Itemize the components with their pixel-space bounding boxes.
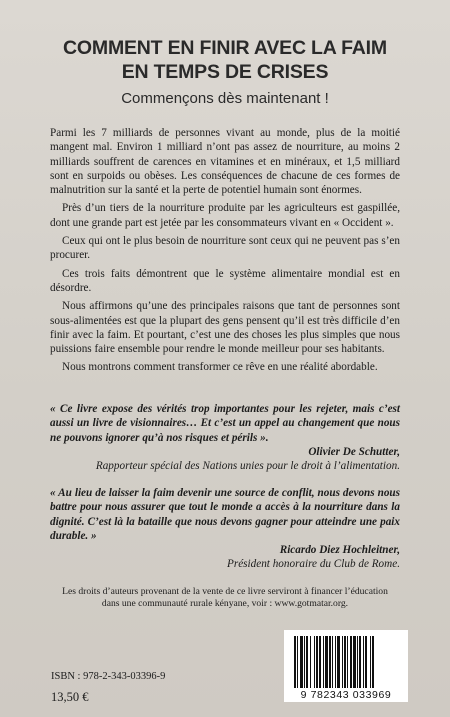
price: 13,50 € [51, 690, 89, 704]
paragraph: Ceux qui ont le plus besoin de nourriture sont ceux qui ne peuvent pas s’en procurer. [50, 235, 400, 262]
paragraph: Ces trois faits démontrent que le système alimentaire mondial est en désordre. [50, 267, 400, 294]
isbn: ISBN : 978-2-343-03396-9 [51, 671, 166, 682]
paragraph: Près d’un tiers de la nourriture produite par les agriculteurs est gaspillée, dont une grande part est jetée par les consommateurs vivant en « Occident ». [50, 202, 400, 229]
quote-author: Olivier De Schutter, [308, 445, 400, 458]
quote-text: « Au lieu de laisser la faim devenir une source de conflit, nous devons nous battre pour nous assurer que tout le monde a accès à la nourriture dans la dignité. C’est là la bataille que nous devons gagner pour atteindre une paix durable. » [50, 487, 400, 542]
title-line-1: COMMENT EN FINIR AVEC LA FAIM [63, 37, 387, 59]
paragraph: Nous montrons comment transformer ce rêve en une réalité abordable. [62, 361, 378, 374]
quote-author: Ricardo Diez Hochleitner, [279, 544, 400, 557]
subtitle: Commençons dès maintenant ! [121, 90, 329, 107]
quote-text: « Ce livre expose des vérités trop importantes pour les rejeter, mais c’est aussi un livre de visionnaires… Et c’est un appel au changement que nous ne pouvons ignorer qu’à nos risques et périls ». [50, 403, 400, 444]
quote-author-role: Rapporteur spécial des Nations unies pour le droit à l’alimentation. [95, 460, 400, 473]
quote-hochleitner [50, 486, 400, 572]
blurb [50, 126, 400, 379]
book-title [0, 36, 450, 84]
barcode [284, 630, 408, 702]
quote-author-role: Président honoraire du Club de Rome. [227, 558, 400, 571]
barcode-number: 9 782343 033969 [300, 689, 392, 701]
barcode-bars [294, 636, 398, 688]
paragraph: Parmi les 7 milliards de personnes vivant au monde, plus de la moitié mangent mal. Environ 1 milliard n’ont pas assez de nourriture, au moins 2 milliards souffrent de carences en vitamines et en minéraux, et 1,5 milliard sont en surpoids ou obèses. Les conséquences de chacune de ces formes de malnutrition sur la santé et la perte de potentiel humain sont énormes. [50, 127, 400, 197]
title-line-2: EN TEMPS DE CRISES [121, 61, 329, 83]
quote-de-schutter [50, 402, 400, 473]
royalties-note: Les droits d’auteurs provenant de la vente de ce livre serviront à financer l’éducation dans une communauté rurale kényane, voir : www.gotmatar.org. [62, 586, 388, 609]
paragraph: Nous affirmons qu’une des principales raisons que tant de personnes sont sous-alimentées est que la plupart des gens pensent qu’il est très difficile d’en finir avec la faim. Et pourtant, c’est une des choses les plus simples que nous puissions faire ensemble pour rendre le monde meilleur pour ses habitants. [50, 300, 400, 356]
